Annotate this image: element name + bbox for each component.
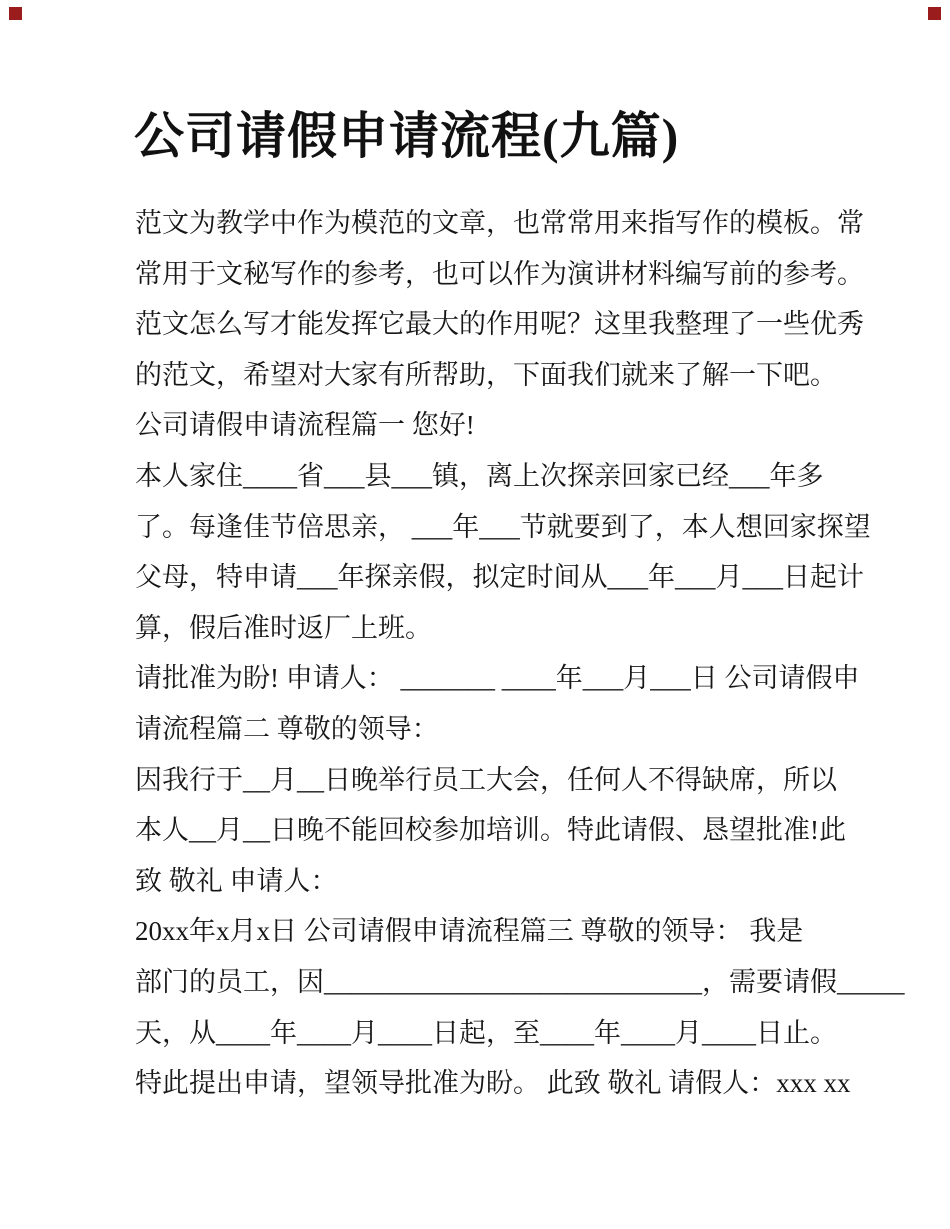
text-line: 父母，特申请___年探亲假，拟定时间从___年___月___日起计 bbox=[135, 562, 864, 593]
text-line: 的范文，希望对大家有所帮助，下面我们就来了解一下吧。 bbox=[135, 359, 837, 390]
text-line: 特此提出申请，望领导批准为盼。 此致 敬礼 请假人：xxx xx bbox=[135, 1068, 851, 1099]
text-line: 请流程篇二 尊敬的领导： bbox=[135, 713, 439, 744]
text-line: 常用于文秘写作的参考，也可以作为演讲材料编写前的参考。 bbox=[135, 258, 864, 289]
text-line: 部门的员工，因____________________________，需要请假_____ bbox=[135, 966, 905, 997]
text-line: 因我行于__月__日晚举行员工大会，任何人不得缺席，所以 bbox=[135, 764, 837, 795]
text-line: 公司请假申请流程篇一 您好! bbox=[135, 410, 475, 441]
text-line: 本人__月__日晚不能回校参加培训。特此请假、恳望批准!此 bbox=[135, 815, 846, 846]
text-line: 致 敬礼 申请人： bbox=[135, 865, 338, 896]
text-line: 20xx年x月x日 公司请假申请流程篇三 尊敬的领导： 我是 bbox=[135, 916, 804, 947]
top-left-corner-marker bbox=[9, 7, 22, 20]
text-line: 算，假后准时返厂上班。 bbox=[135, 612, 432, 643]
document-body bbox=[135, 198, 905, 1109]
text-line: 本人家住____省___县___镇，离上次探亲回家已经___年多 bbox=[135, 460, 824, 491]
text-line: 天，从____年____月____日起，至____年____月____日止。 bbox=[135, 1017, 837, 1048]
top-right-corner-marker bbox=[928, 7, 941, 20]
text-line: 范文为教学中作为模范的文章，也常常用来指写作的模板。常 bbox=[135, 208, 864, 238]
document-title: 公司请假申请流程(九篇) bbox=[134, 108, 680, 164]
text-line: 请批准为盼! 申请人： _______ ____年___月___日 公司请假申 bbox=[135, 663, 860, 694]
text-line: 范文怎么写才能发挥它最大的作用呢？这里我整理了一些优秀 bbox=[135, 309, 864, 340]
text-line: 了。每逢佳节倍思亲， ___年___节就要到了，本人想回家探望 bbox=[135, 511, 871, 542]
